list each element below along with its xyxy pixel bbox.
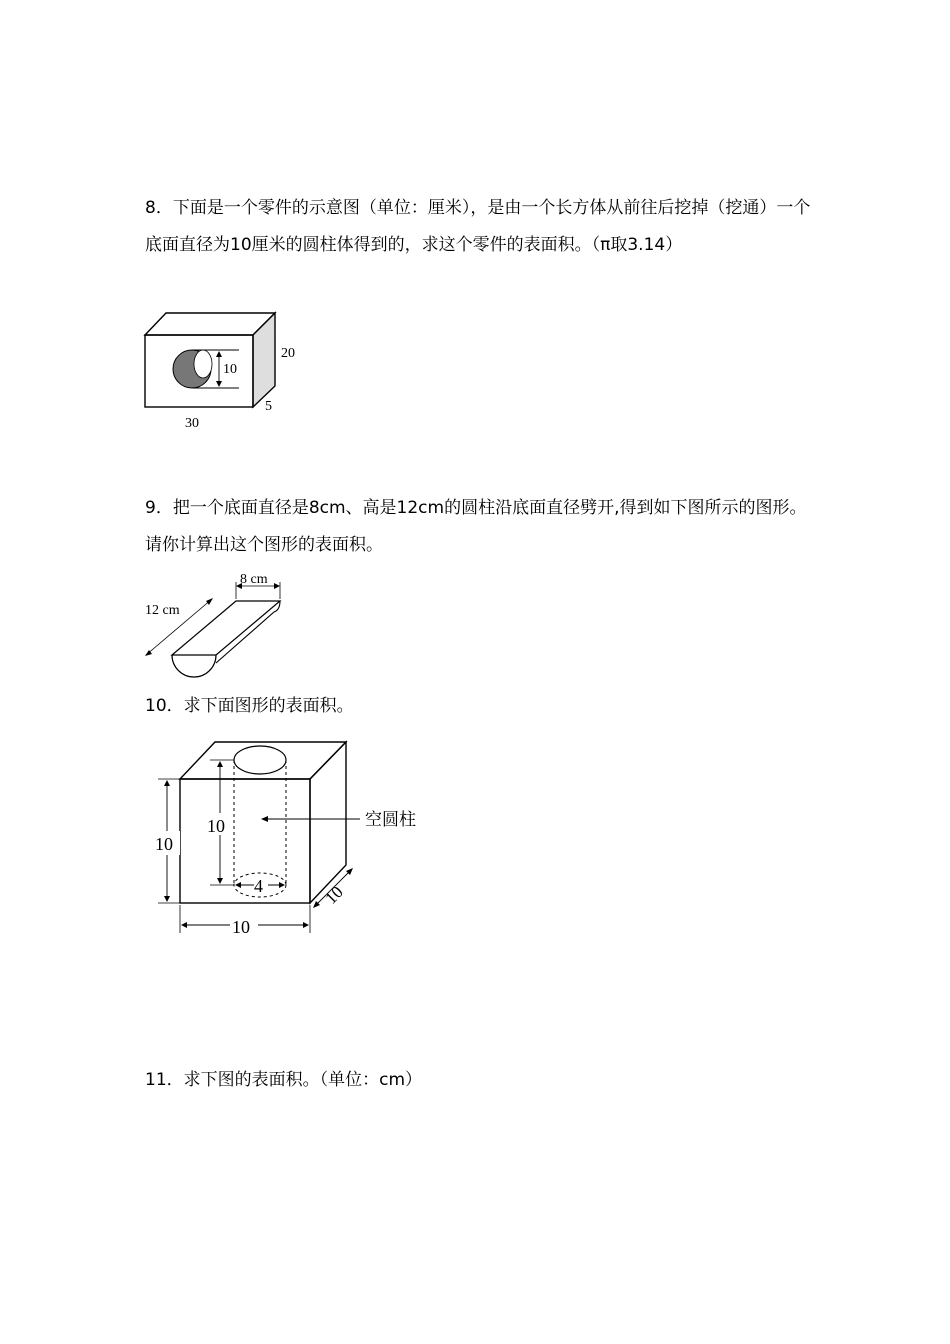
q9-figure <box>140 568 290 683</box>
q8-label-depth: 5 <box>265 399 272 414</box>
q9-half-circle <box>172 655 216 677</box>
q9-label-length: 12 cm <box>145 603 180 618</box>
question-10-text: 10．求下面图形的表面积。 <box>145 696 354 716</box>
question-8-text: 8．下面是一个零件的示意图（单位：厘米），是由一个长方体从前往后挖掉（挖通）一个底面直径为10厘米的圆柱体得到的，求这个零件的表面积。（π取3.14） <box>145 198 811 255</box>
q8-figure <box>135 305 315 435</box>
q9-flat-face <box>172 601 280 655</box>
q10-side-face <box>310 742 346 903</box>
q8-label-height: 20 <box>281 346 295 361</box>
q8-label-diameter: 10 <box>223 362 237 377</box>
q10-label-cube-height: 10 <box>155 834 173 854</box>
q8-hole-light <box>194 350 212 378</box>
question-11-text: 11．求下图的表面积。（单位：cm） <box>145 1070 423 1090</box>
q10-figure <box>150 735 440 945</box>
question-9-text: 9．把一个底面直径是8cm、高是12cm的圆柱沿底面直径劈开,得到如下图所示的图形。请你计算出这个图形的表面积。 <box>145 498 807 555</box>
q10-label-cyl-height: 10 <box>207 816 225 836</box>
q10-cylinder-top <box>234 746 286 774</box>
q10-label-cube-length: 10 <box>232 917 250 937</box>
q8-label-length: 30 <box>185 416 199 431</box>
q10-label-cube-depth: 10 <box>321 882 347 908</box>
q10-label-cyl-diameter: 4 <box>254 876 263 896</box>
q10-label-hollow: 空圆柱 <box>365 810 416 830</box>
q8-side-face <box>253 313 275 407</box>
q9-label-diameter: 8 cm <box>240 572 268 587</box>
q10-front-face <box>180 779 310 903</box>
